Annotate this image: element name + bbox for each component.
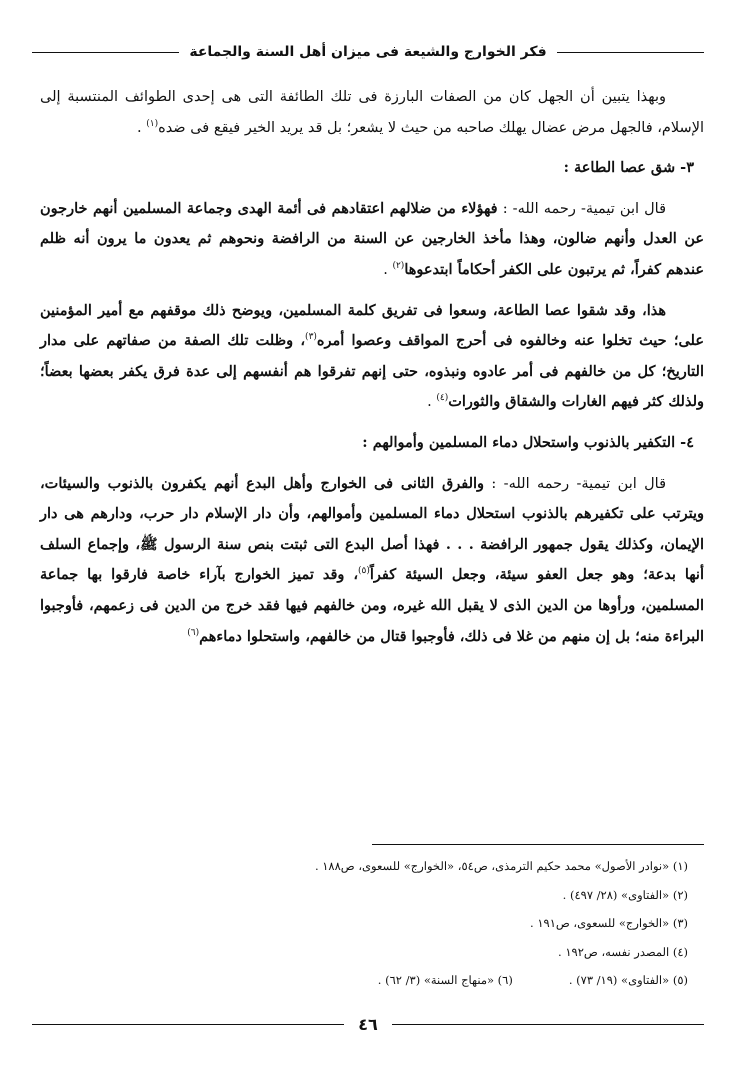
footnote-5: (٥) «الفتاوى» (١٩/ ٧٣) . <box>568 973 688 988</box>
footnote-3: (٣) «الخوارج» للسعوى، ص١٩١ . <box>530 916 688 931</box>
running-header <box>32 38 704 66</box>
paragraph-ibn-taymiyya-quote-1: قال ابن تيمية- رحمه الله- : فهؤلاء من ضلالهم اعتقادهم فى أئمة الهدى وجماعة المسلمين أنهم خارجون عن العدل وأنهم ضالون، وهذا مأخذ الخارجين عن السنة من الرافضة ونحوهم ثم يعدون ما يرون أنه ظلم عندهم كفراً، ثم يرتبون على الكفر أحكاماً ابتدعوها$^{(٢)}$ . <box>40 199 705 278</box>
paragraph-dissent: هذا، وقد شقوا عصا الطاعة، وسعوا فى تفريق كلمة المسلمين، ويوضح ذلك موقفهم مع أمير المؤمنين على؛ حيث تخلوا عنه وخالفوه فى أحرج المواقف وعصوا أمره$^{(٣)}$، وظلت تلك الصفة من صفاتهم على مدار التاريخ؛ كل من خالفهم فى أمر عادوه ونبذوه، حتى إنهم تفرقوا هم أنفسهم إلى عدة فرق يكفر بعضها بعضاً؛ ولذلك كثر فيهم الغارات والشقاق والثورات$^{(٤)}$ . <box>40 301 704 411</box>
footnote-ref-1: (١) <box>146 118 159 129</box>
footer-rule-right <box>392 1024 704 1025</box>
main-text <box>40 82 704 662</box>
footnote-6: (٦) «منهاج السنة» (٣/ ٦٢) . <box>377 973 513 988</box>
footnote-2: (٢) «الفتاوى» (٢٨/ ٤٩٧) . <box>562 887 688 902</box>
footnote-row-5-6 <box>40 966 704 995</box>
section-heading-4: ٤- التكفير بالذنوب واستحلال دماء المسلمين وأموالهم : <box>362 433 694 451</box>
page-footer <box>32 1012 704 1036</box>
paragraph-ignorance: وبهذا يتبين أن الجهل كان من الصفات البارزة فى تلك الطائفة التى هى إحدى الطوائف المنتسبة إلى الإسلام، فالجهل مرض عضال يهلك صاحبه من حيث لا يشعر؛ بل قد يريد الخير فيقع فى ضده$^{(١)}$ . <box>40 89 704 136</box>
footnote-ref-4: (٤) <box>436 393 449 404</box>
header-rule-left <box>32 52 179 53</box>
paragraph-ibn-taymiyya-quote-2: قال ابن تيمية- رحمه الله- : والفرق الثانى فى الخوارج وأهل البدع أنهم يكفرون بالذنوب والسيئات، ويترتب على تكفيرهم بالذنوب استحلال دماء المسلمين وأموالهم، وأن دار الإسلام دار حرب، ودارهم هى دار الإيمان، وكذلك يقول جمهور الرافضة . . . فهذا أصل البدع التى ثبتت بنص سنة الرسول ﷺ، وإجماع السلف أنها بدعة؛ وهو جعل العفو سيئة، وجعل السيئة كفراً$^{(٥)}$، وقد تميز الخوارج بآراء خاصة فارقوا بها جماعة المسلمين، ورأوها من الدين الذى لا يقبل الله غيره، ومن خالفهم فيها فقد خرج من الدين فى زعمهم، فأوجبوا البراءة منه؛ بل إن منهم من غلا فى ذلك، فأوجبوا قتال من خالفهم، واستحلوا دماءهم$^{(٦)}$ <box>40 474 704 645</box>
footnote-separator <box>372 844 704 845</box>
section-heading-3: ٣- شق عصا الطاعة : <box>563 159 694 177</box>
footnote-ref-2: (٢) <box>392 261 405 272</box>
footnote-ref-6: (٦) <box>187 627 200 638</box>
footnote-ref-3: (٣) <box>305 332 317 343</box>
page-number: ٤٦ <box>358 1014 378 1034</box>
header-title: فكر الخوارج والشيعة فى ميزان أهل السنة والجماعة <box>189 44 547 60</box>
footnote-1: (١) «نوادر الأصول» محمد حكيم الترمذى، ص٥٤، «الخوارج» للسعوى، ص١٨٨ . <box>314 859 688 873</box>
footnote-4: (٤) المصدر نفسه، ص١٩٢ . <box>558 944 688 959</box>
footnotes <box>40 852 704 995</box>
header-rule-right <box>557 52 704 53</box>
footer-rule-left <box>32 1024 344 1025</box>
footnote-ref-5: (٥) <box>358 566 370 577</box>
